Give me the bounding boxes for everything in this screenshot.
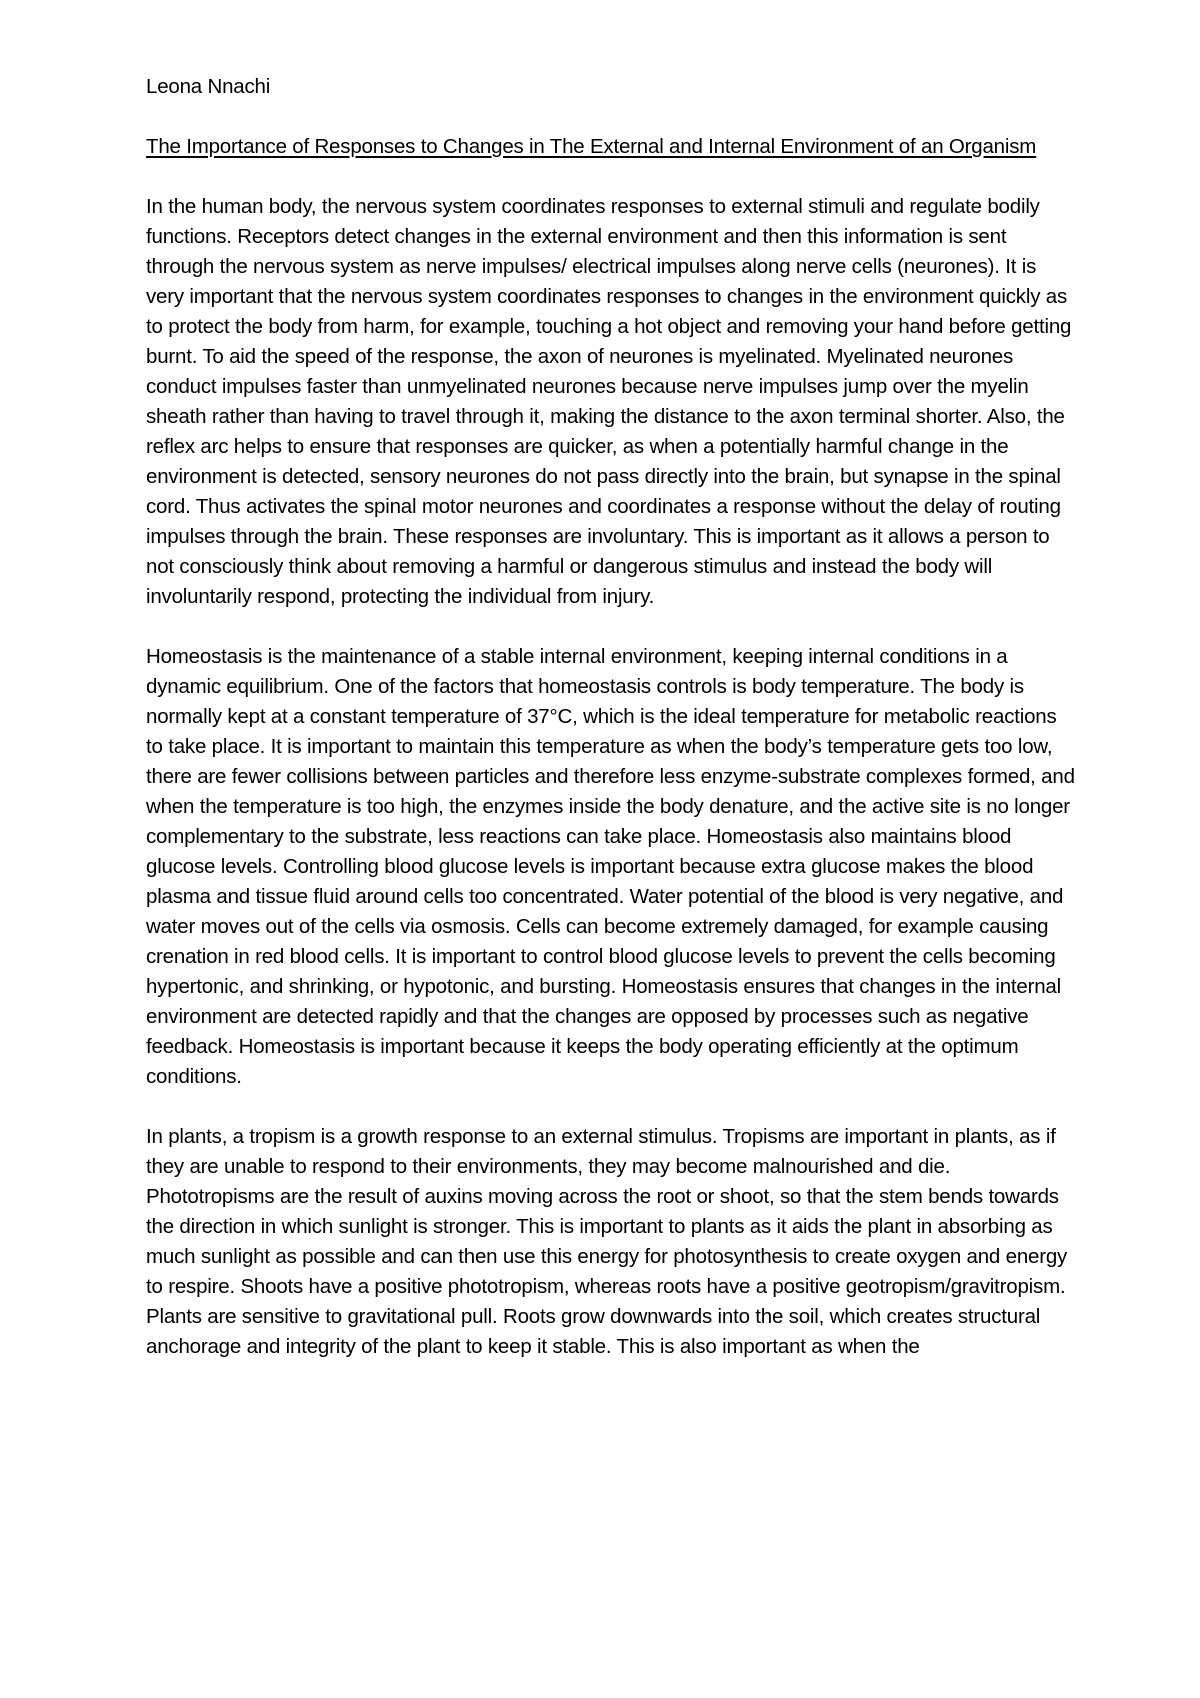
document-title: The Importance of Responses to Changes in The External and Internal Environment of an Organism (146, 135, 1037, 158)
paragraph-nervous-system: In the human body, the nervous system coordinates responses to external stimuli and regulate bodily functions. Receptors detect changes in the external environment and then this information is sent through the nervous system as nerve impulses/ electrical impulses along nerve cells (neurones). It is very important that the nervous system coordinates responses to changes in the environment quickly as to protect the body from harm, for example, touching a hot object and removing your hand before getting burnt. To aid the speed of the response, the axon of neurones is myelinated. Myelinated neurones conduct impulses faster than unmyelinated neurones because nerve impulses jump over the myelin sheath rather than having to travel through it, making the distance to the axon terminal shorter. Also, the reflex arc helps to ensure that responses are quicker, as when a potentially harmful change in the environment is detected, sensory neurones do not pass directly into the brain, but synapse in the spinal cord. Thus activates the spinal motor neurones and coordinates a response without the delay of routing impulses through the brain. These responses are involuntary. This is important as it allows a person to not consciously think about removing a harmful or dangerous stimulus and instead the body will involuntarily respond, protecting the individual from injury. (146, 195, 1072, 608)
paragraph-homeostasis: Homeostasis is the maintenance of a stable internal environment, keeping internal conditions in a dynamic equilibrium. One of the factors that homeostasis controls is body temperature. The body is normally kept at a constant temperature of 37°C, which is the ideal temperature for metabolic reactions to take place. It is important to maintain this temperature as when the body’s temperature gets too low, there are fewer collisions between particles and therefore less enzyme-substrate complexes formed, and when the temperature is too high, the enzymes inside the body denature, and the active site is no longer complementary to the substrate, less reactions can take place. Homeostasis also maintains blood glucose levels. Controlling blood glucose levels is important because extra glucose makes the blood plasma and tissue fluid around cells too concentrated. Water potential of the blood is very negative, and water moves out of the cells via osmosis. Cells can become extremely damaged, for example causing crenation in red blood cells. It is important to control blood glucose levels to prevent the cells becoming hypertonic, and shrinking, or hypotonic, and bursting. Homeostasis ensures that changes in the internal environment are detected rapidly and that the changes are opposed by processes such as negative feedback. Homeostasis is important because it keeps the body operating efficiently at the optimum conditions. (146, 645, 1075, 1088)
author-name: Leona Nnachi (146, 75, 271, 98)
paragraph-plant-tropisms: In plants, a tropism is a growth response to an external stimulus. Tropisms are important in plants, as if they are unable to respond to their environments, they may become malnourished and die. Phototropisms are the result of auxins moving across the root or shoot, so that the stem bends towards the direction in which sunlight is stronger. This is important to plants as it aids the plant in absorbing as much sunlight as possible and can then use this energy for photosynthesis to create oxygen and energy to respire. Shoots have a positive phototropism, whereas roots have a positive geotropism/gravitropism. Plants are sensitive to gravitational pull. Roots grow downwards into the soil, which creates structural anchorage and integrity of the plant to keep it stable. This is also important as when the (146, 1125, 1068, 1358)
document-body (146, 72, 1076, 1392)
